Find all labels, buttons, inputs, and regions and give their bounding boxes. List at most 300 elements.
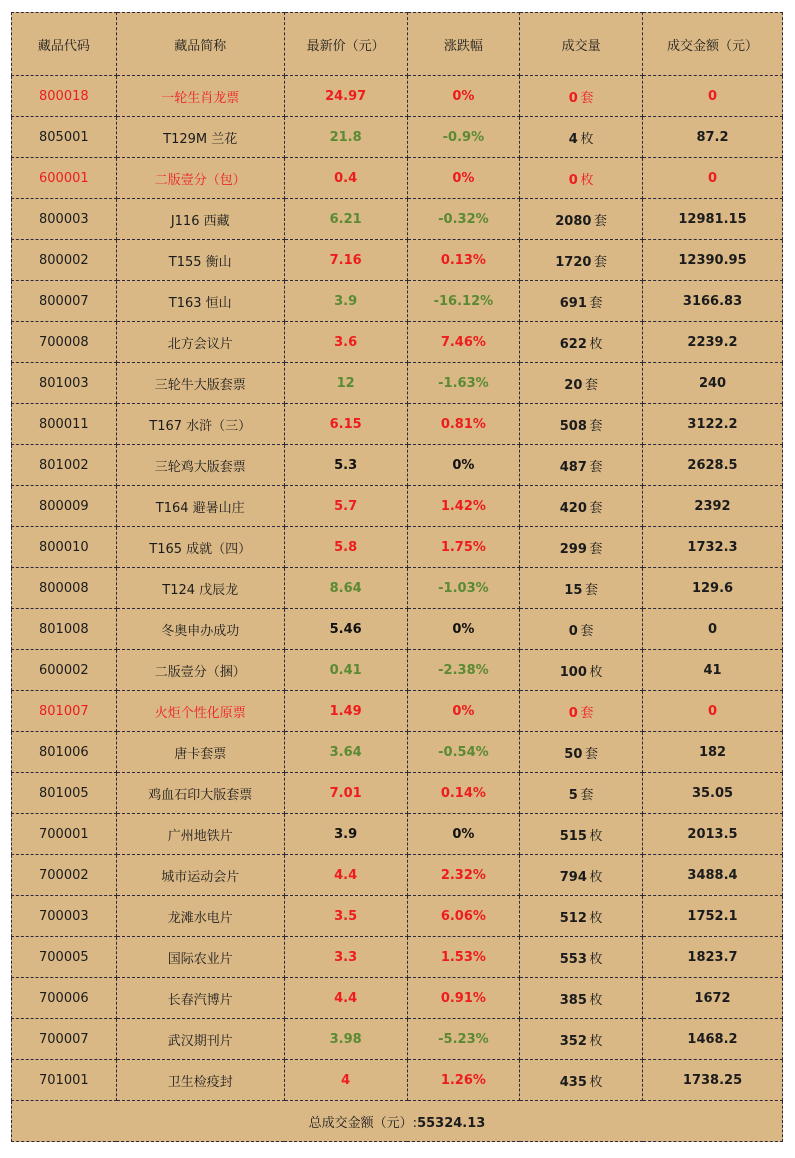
cell-amount-value: 0 [707, 88, 718, 104]
cell-volume [520, 240, 643, 281]
cell-price-value: 24.97 [325, 88, 367, 104]
cell-name-value: T163 恒山 [168, 295, 232, 311]
cell-name-value: 武汉期刊片 [167, 1033, 233, 1049]
cell-volume [520, 486, 643, 527]
total-row [12, 1101, 783, 1142]
cell-code-value: 800003 [39, 211, 89, 227]
cell-name-value: 龙滩水电片 [167, 910, 233, 926]
cell-change-value: -0.9% [442, 129, 485, 145]
cell-code [12, 896, 117, 937]
cell-volume [520, 527, 643, 568]
cell-name [116, 773, 284, 814]
cell-amount-value: 12390.95 [678, 252, 747, 268]
cell-volume [520, 1060, 643, 1101]
cell-volume-value: 487 [559, 459, 587, 475]
header-volume[interactable]: 成交量 [520, 13, 643, 76]
cell-amount [643, 978, 783, 1019]
cell-amount [643, 896, 783, 937]
cell-price [284, 76, 407, 117]
cell-volume-unit: 套 [589, 418, 603, 434]
cell-price [284, 322, 407, 363]
table-row[interactable] [12, 240, 783, 281]
cell-name [116, 1060, 284, 1101]
cell-code [12, 240, 117, 281]
cell-code-value: 800009 [39, 498, 89, 514]
table-row[interactable] [12, 814, 783, 855]
cell-code-value: 801008 [39, 621, 89, 637]
cell-change [407, 691, 520, 732]
cell-amount [643, 650, 783, 691]
cell-amount-value: 35.05 [691, 785, 734, 801]
cell-price [284, 1019, 407, 1060]
cell-volume [520, 445, 643, 486]
cell-volume-unit: 枚 [589, 869, 603, 885]
cell-price [284, 691, 407, 732]
cell-code [12, 199, 117, 240]
cell-price [284, 978, 407, 1019]
cell-change-value: -1.63% [438, 375, 489, 391]
cell-change-value: -5.23% [438, 1031, 489, 1047]
cell-code [12, 568, 117, 609]
cell-price-value: 6.21 [329, 211, 362, 227]
table-row[interactable] [12, 445, 783, 486]
cell-amount-value: 12981.15 [678, 211, 747, 227]
cell-change-value: 0% [452, 621, 475, 637]
cell-name-value: T129M 兰花 [163, 131, 238, 147]
cell-price-value: 3.9 [334, 293, 358, 309]
cell-amount-value: 1738.25 [682, 1072, 743, 1088]
cell-price-value: 5.46 [329, 621, 362, 637]
table-row[interactable] [12, 896, 783, 937]
cell-name [116, 978, 284, 1019]
cell-code-value: 800018 [39, 88, 89, 104]
cell-amount [643, 322, 783, 363]
cell-name [116, 363, 284, 404]
cell-name [116, 158, 284, 199]
cell-volume-value: 794 [559, 869, 587, 885]
cell-change-value: 0% [452, 703, 475, 719]
cell-name [116, 896, 284, 937]
table-row[interactable] [12, 855, 783, 896]
cell-change [407, 609, 520, 650]
cell-name-value: T165 成就（四） [149, 541, 252, 557]
cell-code-value: 600001 [39, 170, 89, 186]
cell-amount-value: 129.6 [691, 580, 734, 596]
cell-change-value: 0.14% [440, 785, 486, 801]
cell-volume [520, 814, 643, 855]
cell-price [284, 855, 407, 896]
cell-volume-unit: 套 [594, 213, 608, 229]
cell-code [12, 281, 117, 322]
cell-price-value: 3.5 [334, 908, 358, 924]
header-name[interactable]: 藏品简称 [116, 13, 284, 76]
cell-volume-value: 352 [559, 1033, 587, 1049]
table-footer [12, 1101, 783, 1142]
stamp-market-table [11, 12, 783, 1142]
cell-volume-unit: 枚 [589, 951, 603, 967]
cell-change-value: 6.06% [440, 908, 486, 924]
cell-name-value: 广州地铁片 [167, 828, 233, 844]
cell-amount-value: 3488.4 [687, 867, 738, 883]
cell-volume [520, 158, 643, 199]
cell-amount-value: 0 [707, 621, 718, 637]
cell-amount [643, 1060, 783, 1101]
cell-amount-value: 2628.5 [687, 457, 738, 473]
cell-change [407, 281, 520, 322]
cell-change [407, 650, 520, 691]
cell-volume-value: 15 [564, 582, 583, 598]
cell-change [407, 732, 520, 773]
cell-name-value: T124 戊辰龙 [162, 582, 239, 598]
cell-volume-unit: 套 [589, 295, 603, 311]
cell-amount-value: 0 [707, 703, 718, 719]
cell-amount-value: 2392 [694, 498, 731, 514]
cell-price-value: 21.8 [329, 129, 362, 145]
cell-volume-unit: 套 [589, 500, 603, 516]
cell-name-value: T164 避暑山庄 [155, 500, 245, 516]
cell-change [407, 568, 520, 609]
cell-amount-value: 1823.7 [687, 949, 738, 965]
cell-volume-value: 0 [568, 705, 578, 721]
cell-code [12, 1060, 117, 1101]
cell-amount-value: 1732.3 [687, 539, 738, 555]
cell-amount [643, 855, 783, 896]
cell-price [284, 896, 407, 937]
header-row [12, 13, 783, 76]
cell-amount [643, 609, 783, 650]
cell-amount-value: 0 [707, 170, 718, 186]
cell-name [116, 199, 284, 240]
cell-amount [643, 691, 783, 732]
cell-price-value: 6.15 [329, 416, 362, 432]
cell-volume-unit: 枚 [589, 992, 603, 1008]
cell-name-value: 三轮牛大版套票 [154, 377, 246, 393]
cell-code [12, 978, 117, 1019]
cell-name [116, 404, 284, 445]
cell-code [12, 445, 117, 486]
table-row[interactable] [12, 486, 783, 527]
cell-name-value: 三轮鸡大版套票 [154, 459, 246, 475]
table-row[interactable] [12, 937, 783, 978]
cell-code-value: 800002 [39, 252, 89, 268]
cell-change-value: 0% [452, 170, 475, 186]
cell-name-value: 一轮生肖龙票 [161, 90, 240, 106]
cell-change-value: 0% [452, 88, 475, 104]
cell-code-value: 700007 [39, 1031, 89, 1047]
cell-change [407, 199, 520, 240]
cell-amount-value: 2013.5 [687, 826, 738, 842]
cell-price-value: 3.64 [329, 744, 362, 760]
cell-amount [643, 199, 783, 240]
cell-amount [643, 363, 783, 404]
cell-change-value: -1.03% [438, 580, 489, 596]
cell-volume-value: 515 [559, 828, 587, 844]
cell-change [407, 896, 520, 937]
cell-price [284, 814, 407, 855]
cell-amount-value: 3166.83 [682, 293, 743, 309]
cell-amount-value: 240 [698, 375, 727, 391]
table-row[interactable] [12, 609, 783, 650]
cell-volume-value: 553 [559, 951, 587, 967]
cell-amount [643, 486, 783, 527]
total-amount: 55324.13 [417, 1115, 486, 1131]
cell-amount [643, 404, 783, 445]
cell-name-value: T155 衡山 [168, 254, 232, 270]
cell-code-value: 800008 [39, 580, 89, 596]
table-row[interactable] [12, 691, 783, 732]
cell-name-value: 北方会议片 [167, 336, 233, 352]
cell-code-value: 700002 [39, 867, 89, 883]
cell-amount [643, 1019, 783, 1060]
cell-code-value: 801006 [39, 744, 89, 760]
cell-name [116, 240, 284, 281]
cell-name [116, 76, 284, 117]
cell-change [407, 240, 520, 281]
cell-volume-unit: 套 [580, 705, 594, 721]
cell-change [407, 1060, 520, 1101]
cell-price [284, 650, 407, 691]
cell-volume-unit: 套 [584, 582, 598, 598]
cell-volume [520, 117, 643, 158]
cell-price [284, 937, 407, 978]
cell-name-value: 冬奥申办成功 [161, 623, 240, 639]
cell-change-value: -16.12% [433, 293, 494, 309]
cell-code-value: 805001 [39, 129, 89, 145]
cell-volume-value: 512 [559, 910, 587, 926]
cell-volume-value: 0 [568, 90, 578, 106]
cell-code-value: 801003 [39, 375, 89, 391]
cell-volume-unit: 套 [580, 90, 594, 106]
table-row[interactable] [12, 978, 783, 1019]
cell-volume-value: 299 [559, 541, 587, 557]
cell-code [12, 117, 117, 158]
table-row[interactable] [12, 650, 783, 691]
cell-volume-value: 385 [559, 992, 587, 1008]
cell-volume-unit: 枚 [589, 828, 603, 844]
cell-volume [520, 978, 643, 1019]
cell-volume-value: 4 [568, 131, 578, 147]
cell-change-value: 7.46% [440, 334, 486, 350]
cell-volume-unit: 枚 [589, 664, 603, 680]
table-row[interactable] [12, 773, 783, 814]
cell-price-value: 3.9 [334, 826, 358, 842]
cell-code-value: 700006 [39, 990, 89, 1006]
cell-name-value: 鸡血石印大版套票 [148, 787, 253, 803]
table-row[interactable] [12, 158, 783, 199]
cell-amount-value: 41 [703, 662, 722, 678]
cell-name-value: 二版壹分（包） [154, 172, 246, 188]
cell-volume-unit: 套 [589, 459, 603, 475]
cell-price-value: 3.98 [329, 1031, 362, 1047]
cell-code [12, 691, 117, 732]
cell-name-value: 卫生检疫封 [167, 1074, 233, 1090]
cell-volume-unit: 套 [584, 746, 598, 762]
table-row[interactable] [12, 527, 783, 568]
cell-price [284, 486, 407, 527]
cell-amount [643, 732, 783, 773]
cell-code-value: 800007 [39, 293, 89, 309]
table-row[interactable] [12, 281, 783, 322]
cell-price [284, 527, 407, 568]
cell-name [116, 117, 284, 158]
table-row[interactable] [12, 1019, 783, 1060]
cell-price [284, 158, 407, 199]
cell-code [12, 609, 117, 650]
cell-code [12, 158, 117, 199]
cell-change [407, 158, 520, 199]
cell-change [407, 855, 520, 896]
cell-name [116, 609, 284, 650]
cell-change-value: 0.13% [440, 252, 486, 268]
cell-amount-value: 182 [698, 744, 727, 760]
cell-volume-value: 0 [568, 623, 578, 639]
cell-name [116, 322, 284, 363]
cell-amount [643, 527, 783, 568]
cell-amount-value: 2239.2 [687, 334, 738, 350]
cell-name [116, 650, 284, 691]
header-change[interactable]: 涨跌幅 [407, 13, 520, 76]
cell-code [12, 363, 117, 404]
cell-change-value: -2.38% [438, 662, 489, 678]
cell-change-value: -0.32% [438, 211, 489, 227]
cell-change-value: 0% [452, 457, 475, 473]
cell-volume-value: 20 [564, 377, 583, 393]
cell-code [12, 937, 117, 978]
cell-amount-value: 1468.2 [687, 1031, 738, 1047]
table-row[interactable] [12, 1060, 783, 1101]
cell-change-value: 2.32% [440, 867, 486, 883]
cell-price [284, 199, 407, 240]
cell-name [116, 691, 284, 732]
table-header [12, 13, 783, 76]
cell-price [284, 404, 407, 445]
cell-code-value: 700003 [39, 908, 89, 924]
cell-price [284, 732, 407, 773]
cell-amount [643, 240, 783, 281]
cell-code [12, 732, 117, 773]
cell-volume [520, 1019, 643, 1060]
cell-amount-value: 3122.2 [687, 416, 738, 432]
cell-volume [520, 199, 643, 240]
cell-price [284, 363, 407, 404]
table-row[interactable] [12, 76, 783, 117]
cell-code [12, 773, 117, 814]
table-row[interactable] [12, 568, 783, 609]
cell-amount [643, 773, 783, 814]
cell-price-value: 4.4 [334, 867, 358, 883]
cell-change-value: 1.53% [440, 949, 486, 965]
cell-code [12, 814, 117, 855]
table-row[interactable] [12, 732, 783, 773]
cell-name-value: 国际农业片 [167, 951, 233, 967]
cell-name-value: T167 水浒（三） [149, 418, 252, 434]
cell-change [407, 445, 520, 486]
cell-change [407, 486, 520, 527]
cell-price-value: 3.3 [334, 949, 358, 965]
cell-code-value: 800010 [39, 539, 89, 555]
cell-amount-value: 87.2 [696, 129, 729, 145]
cell-volume [520, 896, 643, 937]
cell-volume-unit: 枚 [589, 910, 603, 926]
cell-amount [643, 814, 783, 855]
cell-price-value: 3.6 [334, 334, 358, 350]
cell-amount [643, 158, 783, 199]
cell-name [116, 855, 284, 896]
header-amount[interactable]: 成交金额（元） [643, 13, 783, 76]
cell-code [12, 855, 117, 896]
cell-amount [643, 76, 783, 117]
cell-price-value: 7.16 [329, 252, 362, 268]
cell-volume [520, 937, 643, 978]
cell-volume-unit: 套 [580, 623, 594, 639]
cell-volume-unit: 套 [584, 377, 598, 393]
table-row[interactable] [12, 322, 783, 363]
header-code[interactable]: 藏品代码 [12, 13, 117, 76]
total-cell [12, 1101, 783, 1142]
header-price[interactable]: 最新价（元） [284, 13, 407, 76]
cell-code [12, 404, 117, 445]
cell-volume [520, 76, 643, 117]
table-row[interactable] [12, 117, 783, 158]
cell-price-value: 4.4 [334, 990, 358, 1006]
cell-volume [520, 732, 643, 773]
cell-price-value: 8.64 [329, 580, 362, 596]
cell-change [407, 363, 520, 404]
cell-name-value: J116 西藏 [170, 213, 230, 229]
table-row[interactable] [12, 363, 783, 404]
cell-price-value: 1.49 [329, 703, 362, 719]
cell-name-value: 二版壹分（捆） [154, 664, 246, 680]
cell-change [407, 527, 520, 568]
cell-volume-value: 2080 [555, 213, 592, 229]
cell-volume-unit: 套 [594, 254, 608, 270]
cell-volume-unit: 枚 [580, 172, 594, 188]
cell-code-value: 701001 [39, 1072, 89, 1088]
cell-amount [643, 281, 783, 322]
cell-code [12, 76, 117, 117]
cell-volume [520, 773, 643, 814]
table-row[interactable] [12, 199, 783, 240]
cell-price-value: 0.41 [329, 662, 362, 678]
cell-volume-unit: 套 [589, 541, 603, 557]
cell-price [284, 117, 407, 158]
cell-name-value: 城市运动会片 [161, 869, 240, 885]
cell-amount [643, 937, 783, 978]
cell-volume-unit: 枚 [589, 1074, 603, 1090]
cell-name-value: 唐卡套票 [174, 746, 227, 762]
cell-price [284, 281, 407, 322]
cell-volume [520, 404, 643, 445]
cell-change [407, 76, 520, 117]
cell-volume [520, 650, 643, 691]
cell-amount-value: 1752.1 [687, 908, 738, 924]
cell-change [407, 773, 520, 814]
table-row[interactable] [12, 404, 783, 445]
cell-code [12, 1019, 117, 1060]
cell-volume-value: 420 [559, 500, 587, 516]
cell-price-value: 12 [336, 375, 355, 391]
cell-code-value: 801002 [39, 457, 89, 473]
cell-name-value: 长春汽博片 [167, 992, 233, 1008]
cell-amount [643, 445, 783, 486]
cell-code-value: 801005 [39, 785, 89, 801]
cell-change-value: 1.75% [440, 539, 486, 555]
cell-volume [520, 568, 643, 609]
cell-price [284, 240, 407, 281]
cell-amount [643, 568, 783, 609]
cell-name [116, 732, 284, 773]
cell-volume [520, 855, 643, 896]
